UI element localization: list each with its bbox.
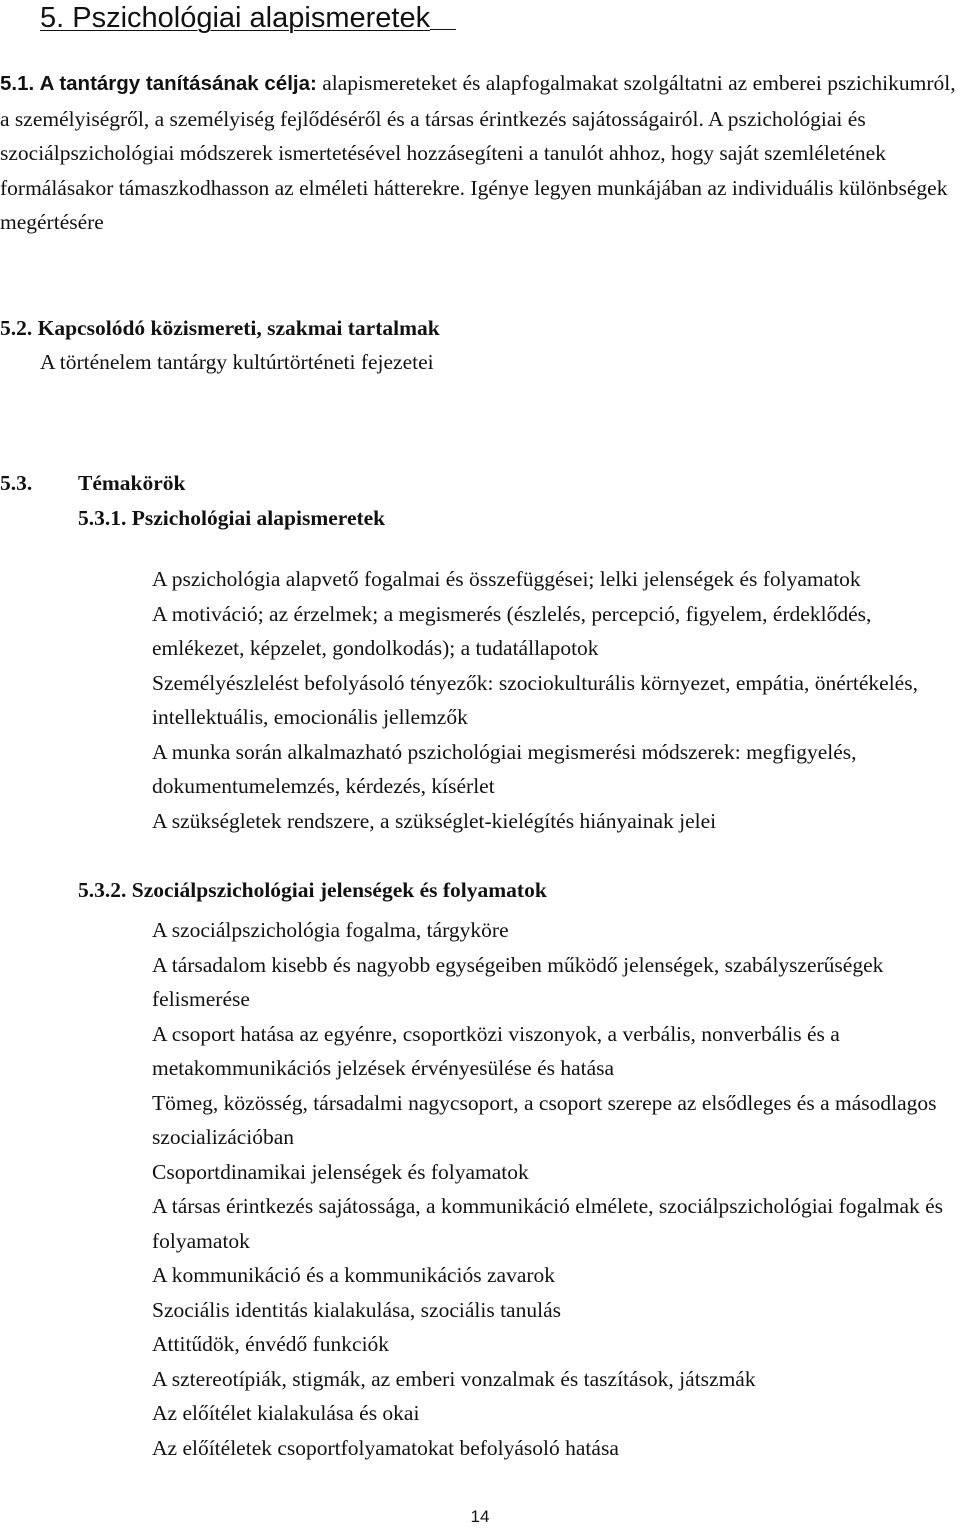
list-item: Szociális identitás kialakulása, szociális tanulás	[152, 1297, 561, 1322]
list-item: A szociálpszichológia fogalma, tárgyköre	[152, 918, 509, 942]
chapter-title	[40, 0, 456, 36]
title-underline-extension	[430, 0, 456, 30]
list-item: A kommunikáció és a kommunikációs zavarok	[152, 1263, 556, 1287]
section-5-1-paragraph	[0, 66, 958, 240]
list-item: A motiváció; az érzelmek; a megismerés (észlelés, percepció, figyelem, érdeklődés, emlékezet, képzelet, gondolkodás); a tudatállapotok	[152, 601, 872, 660]
list-item: Személyészlelést befolyásoló tényezők: szociokulturális környezet, empátia, önértékelés, intellektuális, emocionális jellemzők	[152, 670, 918, 729]
list-item: A szükségletek rendszere, a szükséglet-kielégítés hiányainak jelei	[152, 808, 717, 833]
section-5-1-label: A tantárgy tanításának célja:	[39, 72, 317, 95]
topic-5-3-1-list	[152, 562, 952, 838]
section-5-3-number: 5.3.	[0, 471, 33, 495]
list-item: Az előítéletek csoportfolyamatokat befolyásoló hatása	[152, 1435, 619, 1460]
section-5-3-title: Témakörök	[78, 471, 186, 495]
section-5-2-content: A történelem tantárgy kultúrtörténeti fejezetei	[40, 350, 434, 374]
list-item: Az előítélet kialakulása és okai	[152, 1401, 420, 1425]
section-5-1-number: 5.1.	[0, 72, 35, 95]
section-5-2-heading: 5.2. Kapcsolódó közismereti, szakmai tartalmak	[0, 316, 440, 340]
section-5-2	[0, 311, 440, 379]
list-item: Tömeg, közösség, társadalmi nagycsoport, a csoport szerepe az elsődleges és a másodlagos szocializációban	[152, 1090, 937, 1149]
section-5-1-text: alapismereteket és alapfogalmakat szolgáltatni az emberei pszichikumról, a személyiségről, a személyiség fejlődéséről és a társas érintkezés sajátosságairól. A pszichológiai és szociálpszichológiai módszerek ismertetésével hozzásegíteni a tanulót ahhoz, hogy saját szemléletének formálásakor támaszkodhasson az elméleti hátterekre. Igénye legyen munkájában az individuális különbségek megértésére	[0, 71, 956, 235]
page-number: 14	[470, 1507, 490, 1526]
list-item: Attitűdök, énvédő funkciók	[152, 1332, 390, 1356]
list-item: A társas érintkezés sajátossága, a kommunikáció elmélete, szociálpszichológiai fogalmak és folyamatok	[152, 1194, 944, 1253]
list-item: A csoport hatása az egyénre, csoportközi viszonyok, a verbális, nonverbális és a metakommunikációs jelzések érvényesülése és hatása	[152, 1021, 840, 1080]
topic-5-3-1-heading: 5.3.1. Pszichológiai alapismeretek	[78, 506, 386, 530]
topic-5-3-2-list	[152, 913, 952, 1465]
list-item: A pszichológia alapvető fogalmai és összefüggései; lelki jelenségek és folyamatok	[152, 567, 861, 591]
list-item: A munka során alkalmazható pszichológiai megismerési módszerek: megfigyelés, dokumentumelemzés, kérdezés, kísérlet	[152, 739, 857, 798]
list-item: Csoportdinamikai jelenségek és folyamatok	[152, 1159, 529, 1184]
section-5-3-heading	[0, 466, 186, 500]
list-item: A sztereotípiák, stigmák, az emberi vonzalmak és taszítások, játszmák	[152, 1366, 756, 1391]
topic-5-3-2-heading: 5.3.2. Szociálpszichológiai jelenségek és folyamatok	[78, 878, 547, 902]
chapter-title-text: 5. Pszichológiai alapismeretek	[40, 2, 431, 34]
list-item: A társadalom kisebb és nagyobb egységeiben működő jelenségek, szabályszerűségek felismerése	[152, 952, 884, 1011]
